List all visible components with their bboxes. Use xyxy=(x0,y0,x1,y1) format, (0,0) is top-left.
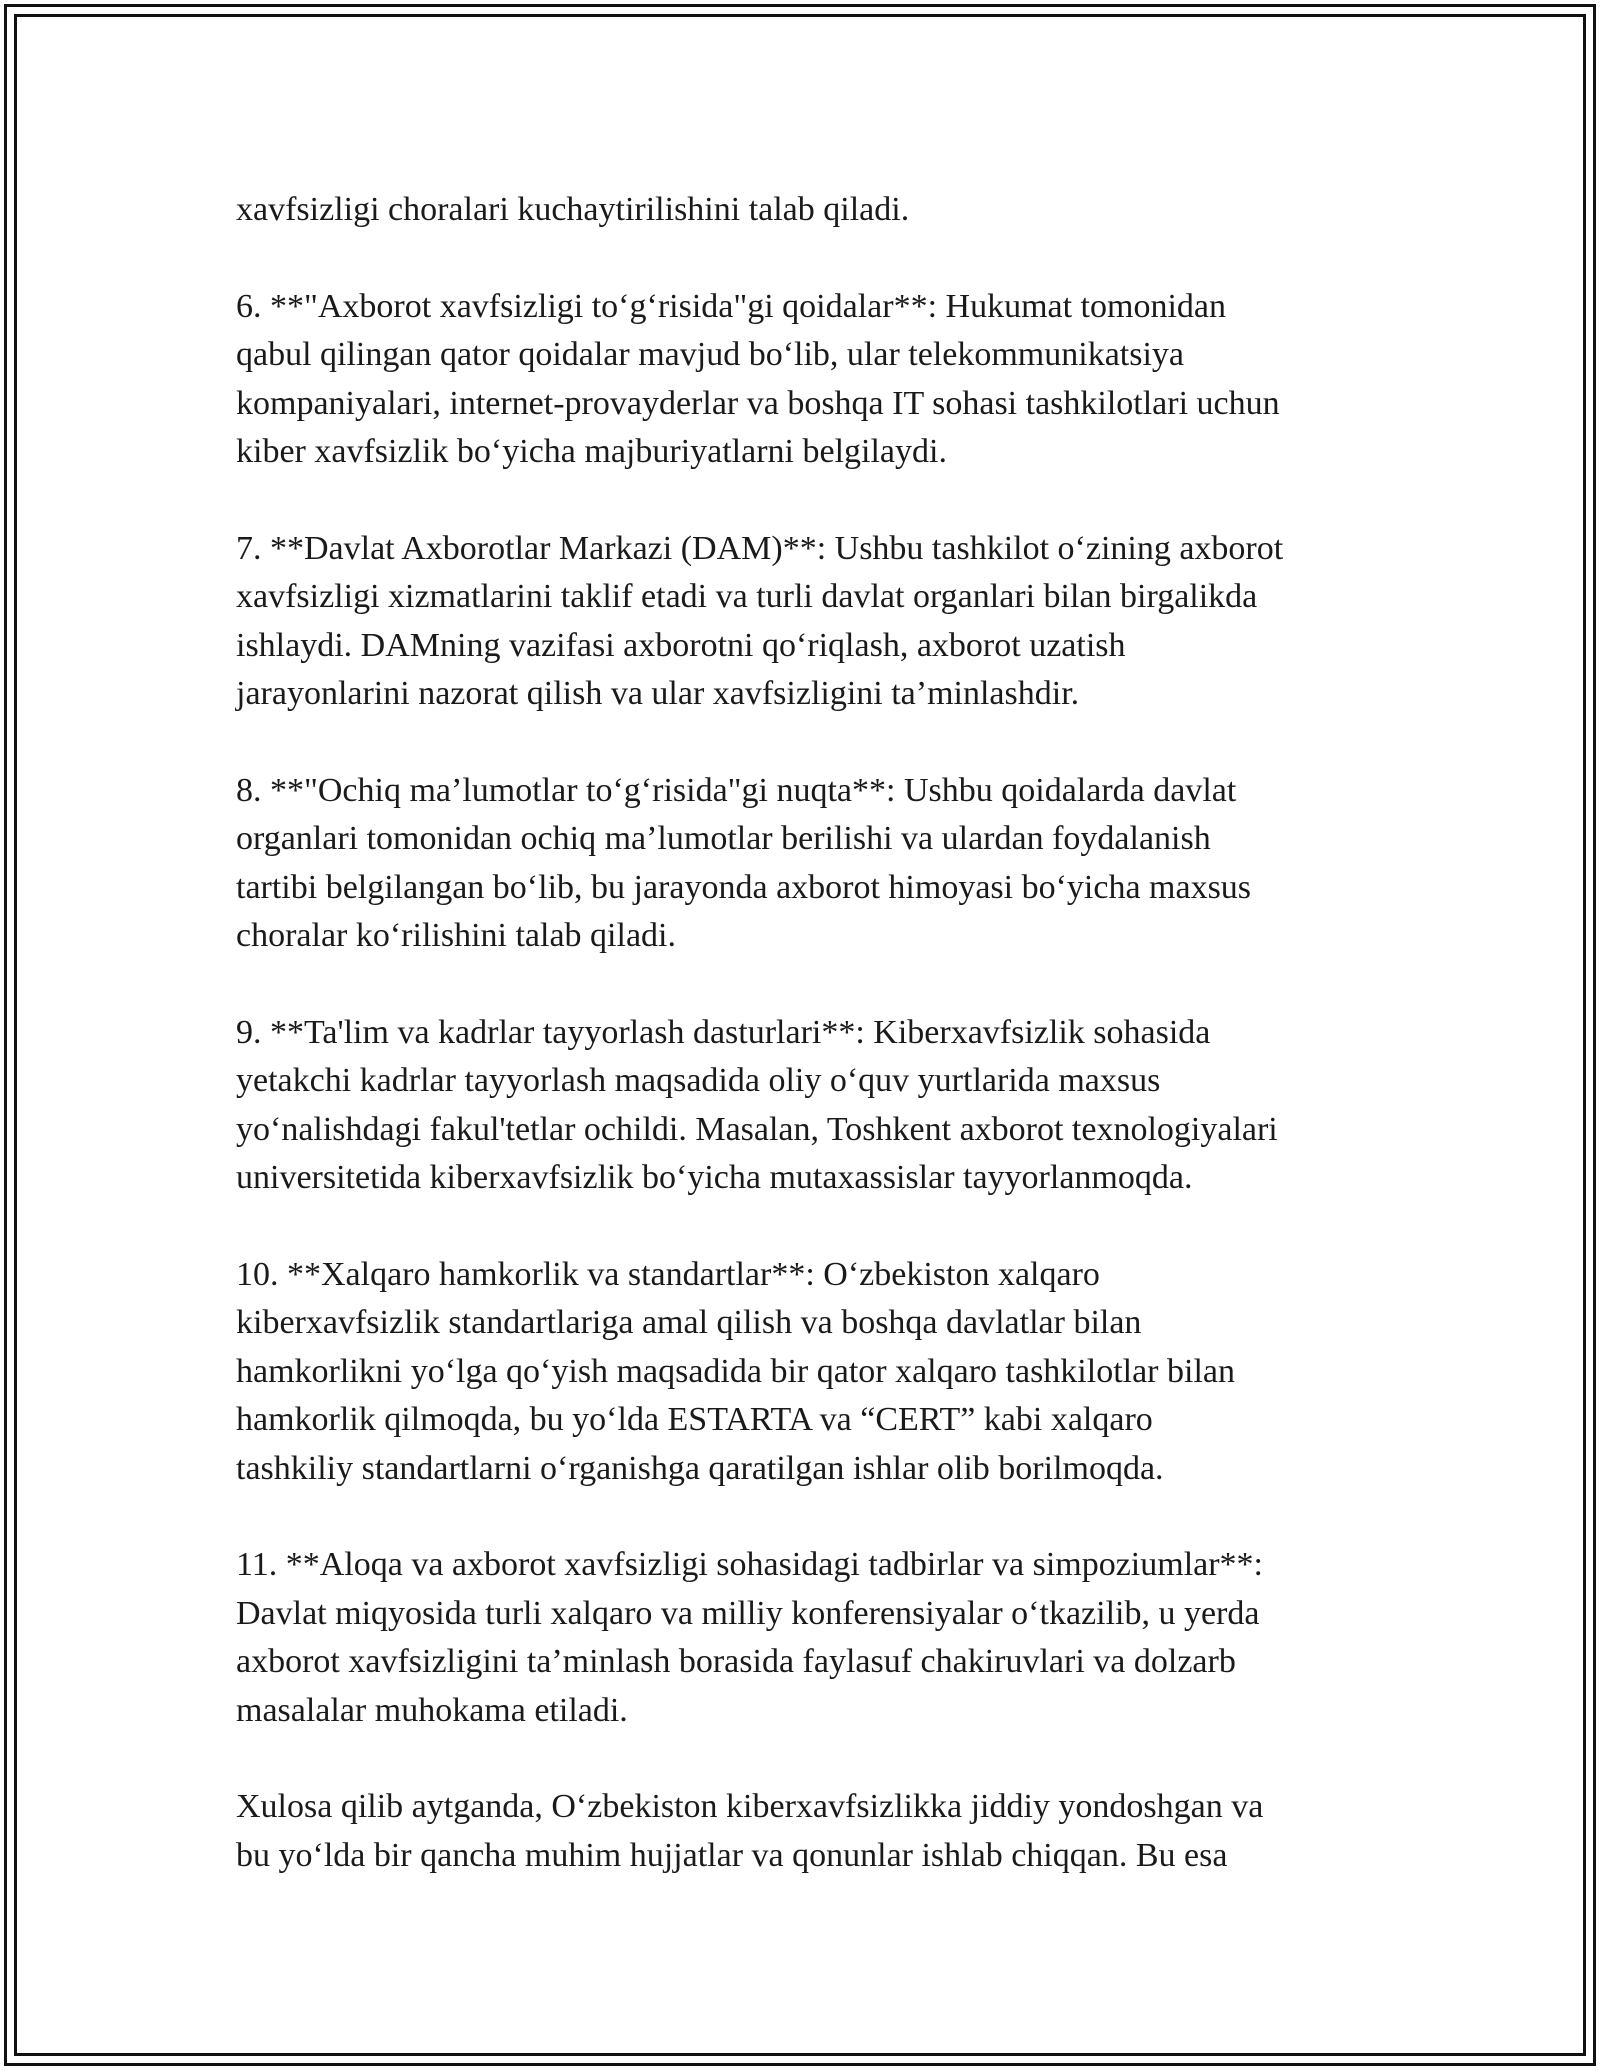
paragraph-item-6: 6. **"Axborot xavfsizligi to‘g‘risida"gi qoidalar**: Hukumat tomonidan qabul qilingan qator qoidalar mavjud bo‘lib, ular telekommunikatsiya kompaniyalari, internet-provayderlar va boshqa IT sohasi tashkilotlari uchun kiber xavfsizlik bo‘yicha majburiyatlarni belgilaydi. xyxy=(236,287,1280,470)
paragraph-continuation: xavfsizligi choralari kuchaytirilishini talab qiladi. xyxy=(236,191,910,228)
document-body xyxy=(236,186,1396,1928)
paragraph-item-10: 10. **Xalqaro hamkorlik va standartlar**: O‘zbekiston xalqaro kiberxavfsizlik standartlariga amal qilish va boshqa davlatlar bilan hamkorlikni yo‘lga qo‘yish maqsadida bir qator xalqaro tashkilotlar bilan hamkorlik qilmoqda, bu yo‘lda ESTARTA va “CERT” kabi xalqaro tashkiliy standartlarni o‘rganishga qaratilgan ishlar olib borilmoqda. xyxy=(236,1255,1235,1487)
paragraph-item-11: 11. **Aloqa va axborot xavfsizligi sohasidagi tadbirlar va simpoziumlar**: Davlat miqyosida turli xalqaro va milliy konferensiyalar o‘tkazilib, u yerda axborot xavfsizligini ta’minlash borasida faylasuf chakiruvlari va dolzarb masalalar muhokama etiladi. xyxy=(236,1546,1264,1729)
paragraph-item-8: 8. **"Ochiq ma’lumotlar to‘g‘risida"gi nuqta**: Ushbu qoidalarda davlat organlari tomonidan ochiq ma’lumotlar berilishi va ulardan foydalanish tartibi belgilangan bo‘lib, bu jarayonda axborot himoyasi bo‘yicha maxsus choralar ko‘rilishini talab qiladi. xyxy=(236,771,1252,954)
paragraph-item-9: 9. **Ta'lim va kadrlar tayyorlash dasturlari**: Kiberxavfsizlik sohasida yetakchi kadrlar tayyorlash maqsadida oliy o‘quv yurtlarida maxsus yo‘nalishdagi fakul'tetlar ochildi. Masalan, Toshkent axborot texnologiyalari universitetida kiberxavfsizlik bo‘yicha mutaxassislar tayyorlanmoqda. xyxy=(236,1013,1278,1196)
paragraph-item-7: 7. **Davlat Axborotlar Markazi (DAM)**: Ushbu tashkilot o‘zining axborot xavfsizligi xizmatlarini taklif etadi va turli davlat organlari bilan birgalikda ishlaydi. DAMning vazifasi axborotni qo‘riqlash, axborot uzatish jarayonlarini nazorat qilish va ular xavfsizligini ta’minlashdir. xyxy=(236,529,1284,712)
paragraph-conclusion: Xulosa qilib aytganda, O‘zbekiston kiberxavfsizlikka jiddiy yondoshgan va bu yo‘lda bir qancha muhim hujjatlar va qonunlar ishlab chiqqan. Bu esa xyxy=(236,1788,1264,1874)
